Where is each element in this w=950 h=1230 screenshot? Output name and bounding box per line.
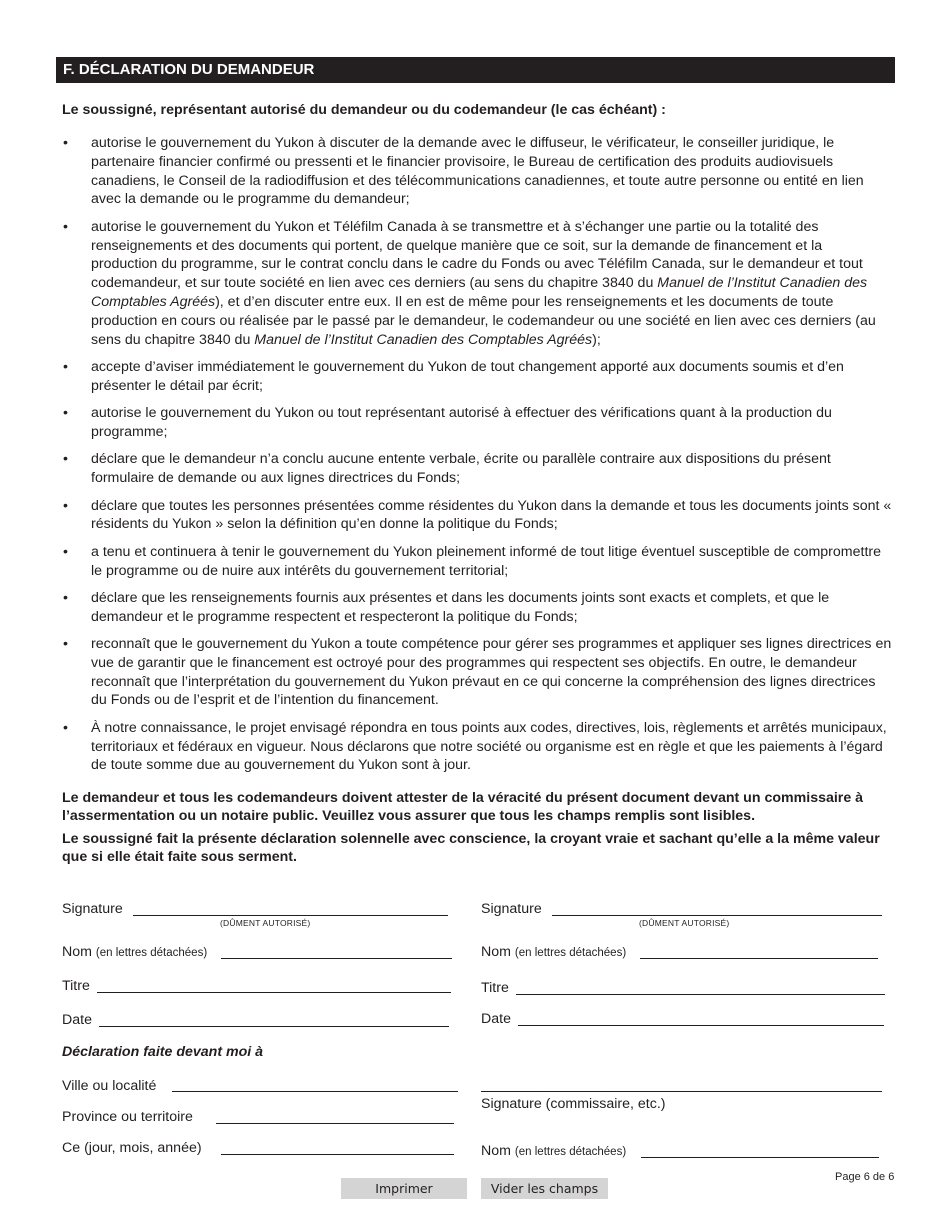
province-label: Province ou territoire: [62, 1109, 193, 1125]
city-label: Ville ou localité: [62, 1078, 157, 1094]
right-title-line[interactable]: [516, 994, 885, 995]
left-title-field[interactable]: [62, 977, 90, 995]
day-label: Ce (jour, mois, année): [62, 1140, 202, 1156]
section-header: F. DÉCLARATION DU DEMANDEUR: [56, 57, 895, 83]
declaration-item-text: déclare que les renseignements fournis aux présentes et dans les documents joints sont exacts et complets, et que le demandeur et le programme respectent et respecteront la politique du Fonds;: [91, 589, 830, 625]
printed-label: (en lettres détachées): [514, 1146, 627, 1158]
clear-fields-button[interactable]: Vider les champs: [481, 1178, 608, 1199]
right-date-field[interactable]: [481, 1010, 511, 1028]
declaration-item-text: déclare que toutes les personnes présentées comme résidentes du Yukon dans la demande et tous les documents joints sont « résidents du Yukon » selon la définition qu’en donne la politique du Fonds;: [91, 497, 892, 533]
declaration-item-text: a tenu et continuera à tenir le gouvernement du Yukon pleinement informé de tout litige éventuel susceptible de compromettre le programme ou de nuire aux intérêts du gouvernement territorial;: [91, 543, 881, 579]
print-button[interactable]: Imprimer: [341, 1178, 467, 1199]
printed-label: (en lettres détachées): [95, 947, 208, 959]
bullet-icon: •: [63, 497, 68, 514]
commissioner-signature-field: [481, 1095, 666, 1113]
left-name-field[interactable]: [62, 943, 207, 962]
bullet-icon: •: [63, 719, 68, 736]
declaration-item-text: autorise le gouvernement du Yukon à discuter de la demande avec le diffuseur, le vérificateur, le conseiller juridique, le partenaire financier confirmé ou pressenti et le financier provisoire, le Bureau de certification des produits audiovisuels canadiens, le Conseil de la radiodiffusion et des télécommunications canadiennes, et toute autre personne ou entité en lien avec la demande ou le programme du demandeur;: [91, 135, 864, 208]
attestation-paragraph: Le demandeur et tous les codemandeurs doivent attester de la véracité du présent document devant un commissaire à l’assermentation ou un notaire public. Veuillez vous assurer que tous les champs remplis sont lisibles.: [62, 790, 864, 824]
declaration-list: [62, 134, 892, 784]
declaration-item: [62, 497, 892, 535]
title-label: Titre: [62, 978, 90, 994]
bullet-icon: •: [63, 135, 68, 151]
solemn-declaration-paragraph: Le soussigné fait la présente déclaration solennelle avec conscience, la croyant vraie et sachant qu’elle a la même valeur que si elle était faite sous serment.: [62, 831, 880, 865]
commissioner-name-field[interactable]: [481, 1142, 626, 1161]
right-title-field[interactable]: [481, 979, 509, 997]
signature-label: Signature: [481, 901, 542, 917]
declaration-item: [62, 450, 892, 488]
declaration-item: [62, 134, 892, 209]
left-signature-field[interactable]: [62, 900, 123, 918]
declaration-item-text: reconnaît que le gouvernement du Yukon a toute compétence pour gérer ses programmes et appliquer ses lignes directrices en vue de garantir que le financement est octroyé pour des programmes qui respectent ses objectifs. En outre, le demandeur reconnaît que l’interprétation du gouvernement du Yukon prévaut en ce qui concerne la compréhension des lignes directrices du Fonds ou de l’esprit et de l’intention du financement.: [91, 636, 892, 709]
right-date-line[interactable]: [518, 1025, 884, 1026]
right-name-field[interactable]: [481, 943, 626, 962]
declaration-item: [62, 719, 892, 775]
declaration-item: [62, 358, 892, 396]
title-label: Titre: [481, 980, 509, 996]
left-title-line[interactable]: [97, 992, 451, 993]
province-line[interactable]: [216, 1123, 454, 1124]
bullet-icon: •: [63, 358, 68, 375]
declaration-item-text: accepte d’aviser immédiatement le gouvernement du Yukon de tout changement apporté aux documents soumis et d’en présenter le détail par écrit;: [91, 358, 844, 394]
bullet-icon: •: [63, 451, 68, 468]
commissioner-signature-line[interactable]: [481, 1091, 882, 1092]
declaration-item: [62, 589, 892, 627]
declaration-item-text: autorise le gouvernement du Yukon et Téléfilm Canada à se transmettre et à s’échanger une partie ou la totalité des renseignements et des documents qui portent, de quelque manière que ce soit, sur la demande de financement et la production du programme, sur le contrat conclu dans le cadre du Fonds ou avec Téléfilm Canada, sur le demandeur et tout codemandeur, et sur toute société en lien avec ces derniers (au sens du chapitre 3840 du Manuel de l’Institut Canadien des Comptables Agréés), et d’en discuter entre eux. Il en est de même pour les renseignements et les documents de toute production en cours ou réalisée par le passé par le demandeur, le codemandeur ou une société en lien avec ces derniers (au sens du chapitre 3840 du Manuel de l’Institut Canadien des Comptables Agréés);: [91, 218, 876, 348]
declaration-item-text: autorise le gouvernement du Yukon ou tout représentant autorisé à effectuer des vérifications quant à la production du programme;: [91, 405, 832, 440]
day-field[interactable]: [62, 1139, 202, 1157]
right-signature-line[interactable]: [552, 915, 882, 916]
declaration-item-text: déclare que le demandeur n’a conclu aucune entente verbale, écrite ou parallèle contraire aux dispositions du présent formulaire de demande ou aux lignes directrices du Fonds;: [91, 451, 831, 487]
bullet-icon: •: [63, 636, 68, 653]
bullet-icon: •: [63, 543, 68, 560]
bullet-icon: •: [63, 405, 68, 422]
right-signature-field[interactable]: [481, 900, 542, 918]
attestation-block: [62, 789, 892, 871]
declaration-item: [62, 543, 892, 581]
signature-label: Signature: [62, 901, 123, 917]
name-label: Nom: [481, 944, 511, 960]
right-name-line[interactable]: [640, 958, 878, 959]
duly-authorized-label: (DÛMENT AUTORISÉ): [639, 918, 730, 928]
page-number: Page 6 de 6: [835, 1171, 895, 1183]
left-date-field[interactable]: [62, 1011, 92, 1029]
bullet-icon: •: [63, 589, 68, 606]
declaration-item: [62, 635, 892, 710]
duly-authorized-label: (DÛMENT AUTORISÉ): [220, 918, 311, 928]
declaration-item-text: À notre connaissance, le projet envisagé répondra en tous points aux codes, directives, lois, règlements et arrêtés municipaux, territoriaux et fédéraux en vigueur. Nous déclarons que notre société ou organisme est en règle et que les paiements à l’égard de toute somme due au gouvernement du Yukon sont à jour.: [91, 719, 887, 774]
left-signature-line[interactable]: [133, 915, 448, 916]
commissioner-signature-label: Signature (commissaire, etc.): [481, 1096, 666, 1112]
left-date-line[interactable]: [99, 1026, 449, 1027]
declaration-item: [62, 404, 892, 442]
city-line[interactable]: [172, 1091, 458, 1092]
city-field[interactable]: [62, 1077, 156, 1095]
day-line[interactable]: [221, 1154, 454, 1155]
commissioner-name-line[interactable]: [641, 1157, 879, 1158]
bullet-icon: •: [63, 218, 68, 235]
name-label: Nom: [481, 1143, 511, 1159]
printed-label: (en lettres détachées): [514, 947, 627, 959]
date-label: Date: [62, 1012, 92, 1028]
date-label: Date: [481, 1011, 511, 1027]
left-name-line[interactable]: [221, 958, 452, 959]
intro-text: Le soussigné, représentant autorisé du demandeur ou du codemandeur (le cas échéant) :: [62, 102, 666, 118]
province-field[interactable]: [62, 1108, 193, 1126]
name-label: Nom: [62, 944, 92, 960]
declared-before-heading: Déclaration faite devant moi à: [62, 1044, 264, 1060]
declaration-item: [62, 218, 892, 350]
